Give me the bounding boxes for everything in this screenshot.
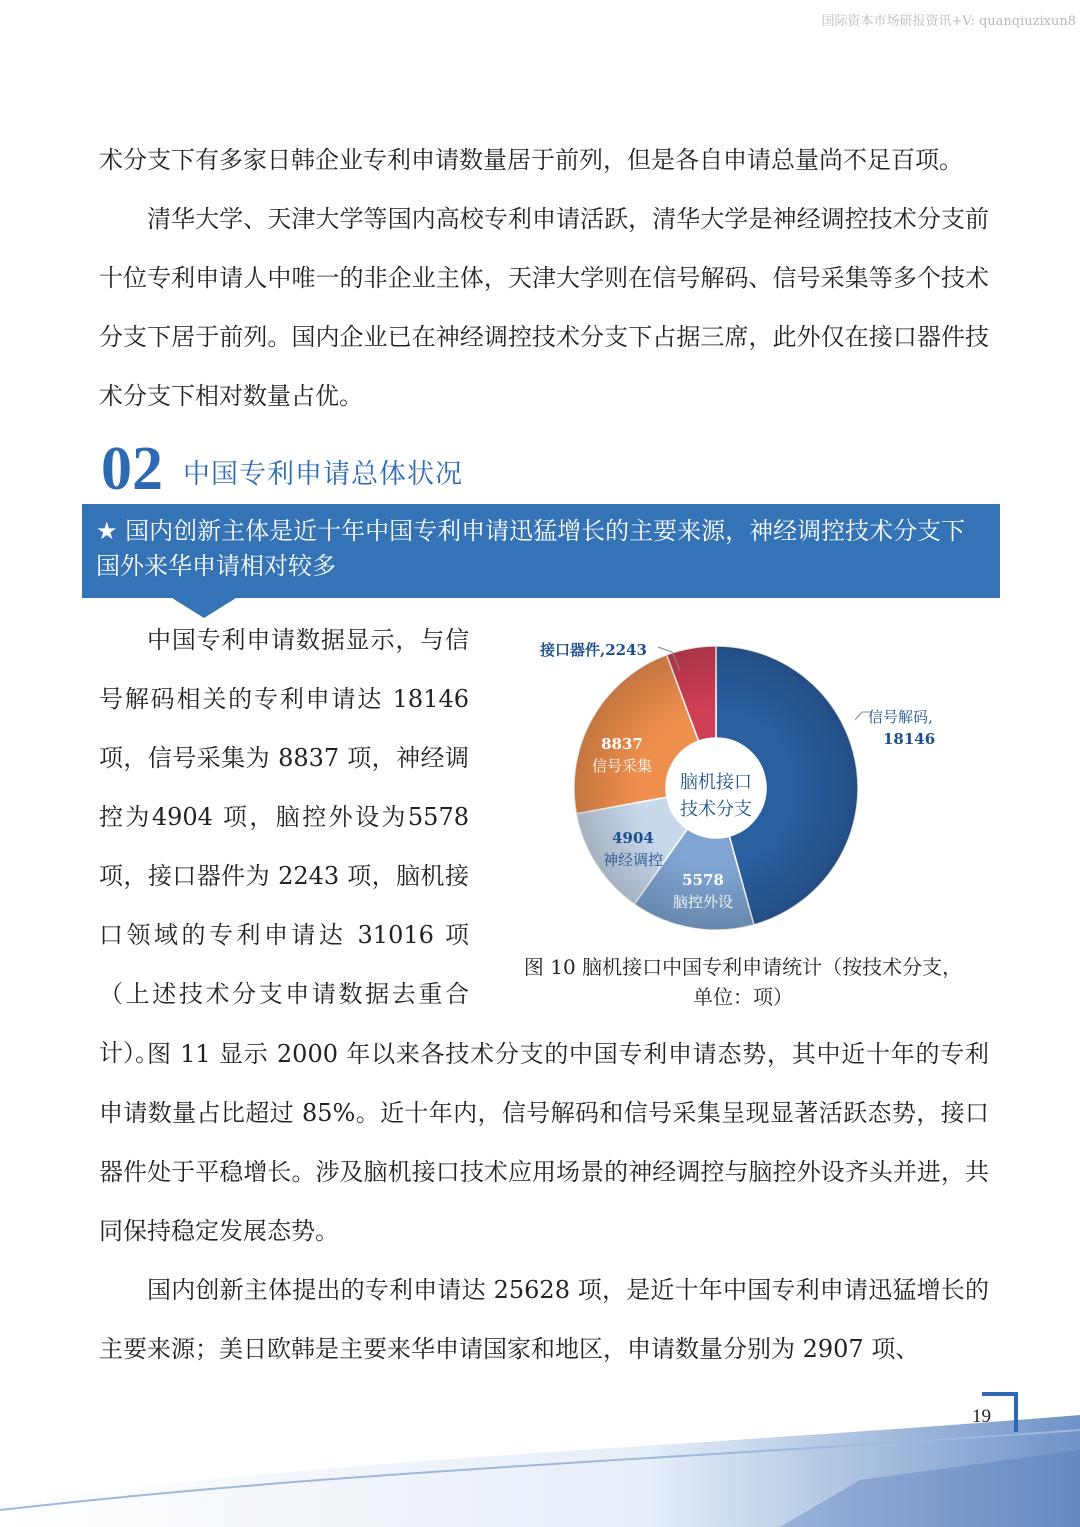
donut-chart (500, 620, 1000, 950)
donut-chart-svg (500, 620, 1000, 950)
label-regulate-name: 神经调控 (602, 851, 664, 869)
section-number: 02 (101, 435, 163, 503)
paragraph-2: 清华大学、天津大学等国内高校专利申请活跃，清华大学是神经调控技术分支前十位专利申请人中唯一的非企业主体，天津大学则在信号解码、信号采集等多个技术分支下居于前列。国内企业已在神经调控技术分支下占据三席，此外仅在接口器件技术分支下相对数量占优。 (99, 205, 989, 410)
section-title: 中国专利申请总体状况 (183, 459, 463, 490)
label-regulate-value: 4904 (612, 829, 654, 847)
figure-caption (498, 952, 988, 1012)
caption-line-2: 单位：项） (693, 985, 793, 1009)
caption-line-1: 图 10 脑机接口中国专利申请统计（按技术分支， (523, 955, 963, 979)
footer-decoration (0, 1390, 1080, 1527)
center-label-1: 脑机接口 (680, 772, 752, 793)
paragraph-1: 术分支下有多家日韩企业专利申请数量居于前列，但是各自申请总量尚不足百项。 (99, 146, 963, 174)
paragraph-3: 图 11 显示 2000 年以来各技术分支的中国专利申请态势，其中近十年的专利申请数量占比超过 85%。近十年内，信号解码和信号采集呈现显著活跃态势，接口器件处于平稳增长。涉及脑机接口技术应用场景的神经调控与脑控外设齐头并进，共同保持稳定发展态势。 (99, 1040, 989, 1245)
label-decode-value: 18146 (883, 730, 936, 748)
label-collect-value: 8837 (601, 735, 643, 753)
highlight-banner (82, 504, 1000, 598)
banner-text: ★ 国内创新主体是近十年中国专利申请迅猛增长的主要来源，神经调控技术分支下国外来华申请相对较多 (96, 517, 966, 580)
page-number: 19 (972, 1406, 991, 1427)
paragraph-4: 国内创新主体提出的专利申请达 25628 项，是近十年中国专利申请迅猛增长的主要来源；美日欧韩是主要来华申请国家和地区，申请数量分别为 2907 项、 (99, 1276, 989, 1363)
paragraph-side: 中国专利申请数据显示，与信号解码相关的专利申请达 18146 项，信号采集为 8837 项，神经调控为4904 项，脑控外设为5578 项，接口器件为 2243 项，脑机接口领域的专利申请达 31016 项（上述技术分支申请数据去重合计）。 (99, 626, 469, 1067)
label-collect-name: 信号采集 (591, 757, 653, 775)
label-peripheral-name: 脑控外设 (672, 893, 734, 911)
label-peripheral-value: 5578 (682, 871, 724, 889)
watermark-text: 国际资本市场研报资讯+V: quanqiuzixun8 (821, 14, 1076, 29)
label-decode-name: 信号解码, (868, 708, 933, 726)
center-label-2: 技术分支 (680, 799, 752, 820)
label-interface: 接口器件,2243 (540, 641, 647, 659)
